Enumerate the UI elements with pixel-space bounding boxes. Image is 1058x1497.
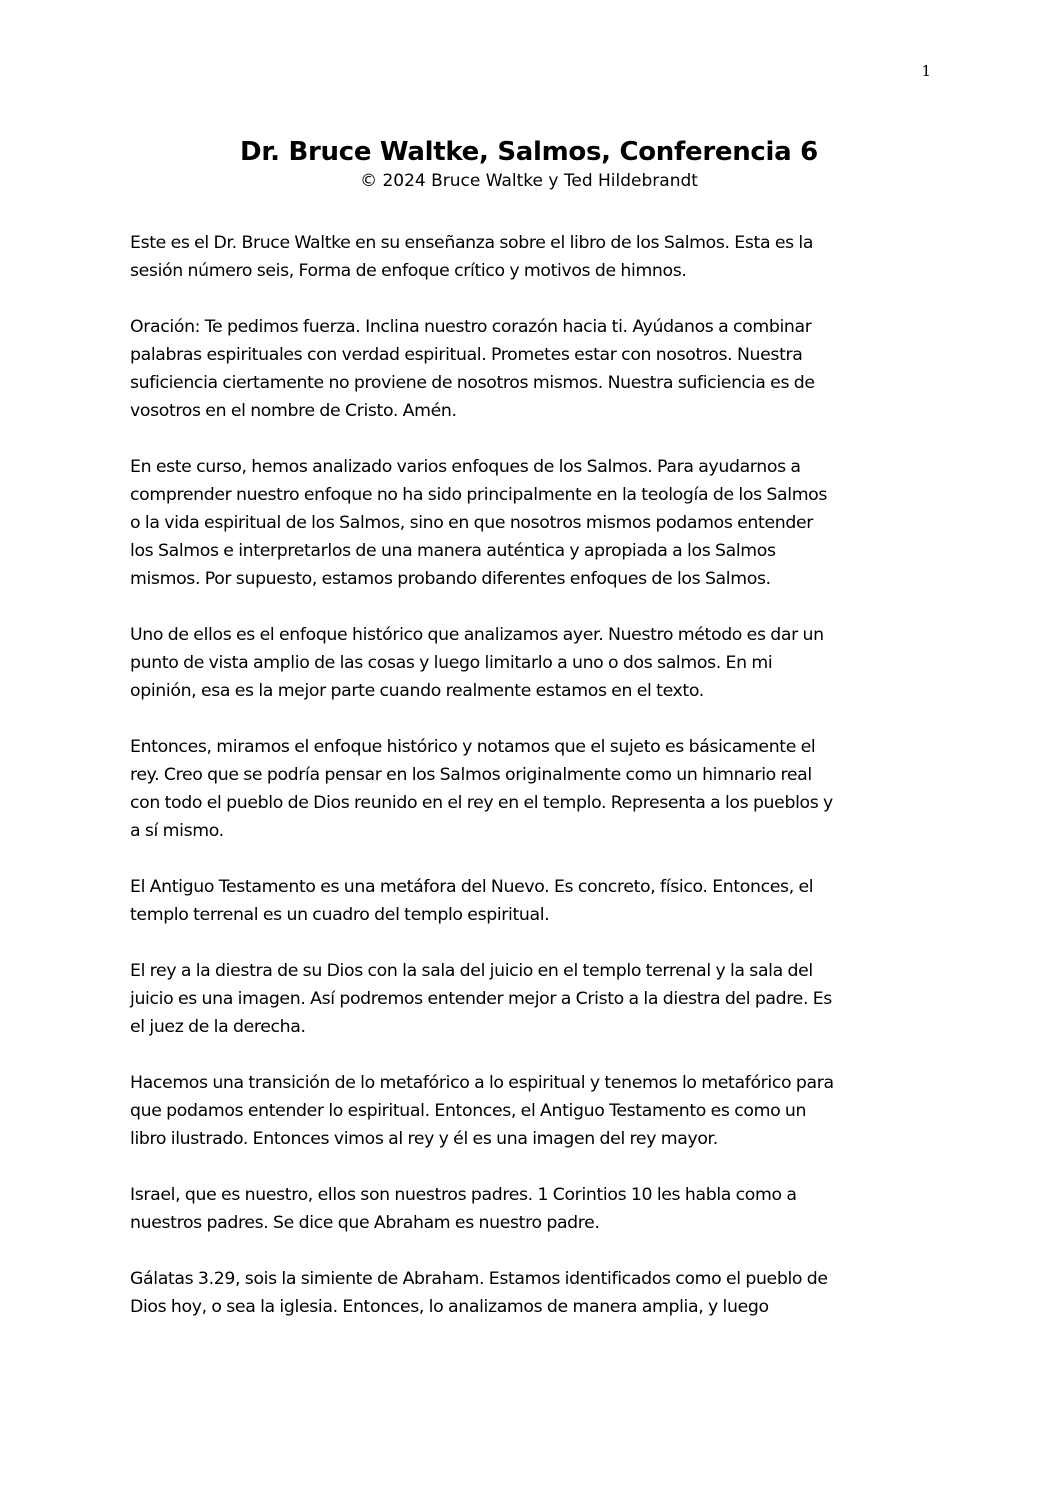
paragraph — [130, 733, 935, 845]
text-line: Este es el Dr. Bruce Waltke en su enseñanza sobre el libro de los Salmos. Esta es la — [130, 233, 814, 253]
text-line: Hacemos una transición de lo metafórico a lo espiritual y tenemos lo metafórico para — [130, 1073, 834, 1093]
paragraph — [130, 453, 935, 593]
text-line: o la vida espiritual de los Salmos, sino en que nosotros mismos podamos entender — [130, 513, 814, 533]
paragraph — [130, 873, 935, 929]
document-header — [0, 135, 1058, 193]
text-line: Gálatas 3.29, sois la simiente de Abraham. Estamos identificados como el pueblo de — [130, 1269, 828, 1289]
text-line: punto de vista amplio de las cosas y luego limitarlo a uno o dos salmos. En mi — [130, 653, 773, 673]
text-line: que podamos entender lo espiritual. Entonces, el Antiguo Testamento es como un — [130, 1101, 807, 1121]
paragraph — [130, 313, 935, 425]
text-line: Israel, que es nuestro, ellos son nuestros padres. 1 Corintios 10 les habla como a — [130, 1185, 797, 1205]
text-line: rey. Creo que se podría pensar en los Salmos originalmente como un himnario real — [130, 765, 812, 785]
text-line: nuestros padres. Se dice que Abraham es nuestro padre. — [130, 1213, 600, 1233]
paragraph — [130, 621, 935, 705]
text-line: comprender nuestro enfoque no ha sido principalmente en la teología de los Salmos — [130, 485, 828, 505]
paragraph — [130, 1265, 935, 1321]
text-line: los Salmos e interpretarlos de una manera auténtica y apropiada a los Salmos — [130, 541, 776, 561]
paragraph — [130, 229, 935, 285]
text-line: libro ilustrado. Entonces vimos al rey y él es una imagen del rey mayor. — [130, 1129, 718, 1149]
text-line: Dios hoy, o sea la iglesia. Entonces, lo analizamos de manera amplia, y luego — [130, 1297, 769, 1317]
document-title: Dr. Bruce Waltke, Salmos, Conferencia 6 — [240, 137, 818, 167]
text-line: palabras espirituales con verdad espiritual. Prometes estar con nosotros. Nuestra — [130, 345, 803, 365]
paragraph — [130, 957, 935, 1041]
text-line: mismos. Por supuesto, estamos probando diferentes enfoques de los Salmos. — [130, 569, 771, 589]
text-line: con todo el pueblo de Dios reunido en el rey en el templo. Representa a los pueblos y — [130, 793, 833, 813]
copyright-line: © 2024 Bruce Waltke y Ted Hildebrandt — [360, 171, 698, 191]
document-body — [130, 229, 935, 1349]
paragraph — [130, 1069, 935, 1153]
text-line: El rey a la diestra de su Dios con la sala del juicio en el templo terrenal y la sala del — [130, 961, 813, 981]
text-line: suficiencia ciertamente no proviene de nosotros mismos. Nuestra suficiencia es de — [130, 373, 815, 393]
paragraph — [130, 1181, 935, 1237]
text-line: En este curso, hemos analizado varios enfoques de los Salmos. Para ayudarnos a — [130, 457, 801, 477]
text-line: vosotros en el nombre de Cristo. Amén. — [130, 401, 457, 421]
text-line: templo terrenal es un cuadro del templo espiritual. — [130, 905, 550, 925]
text-line: el juez de la derecha. — [130, 1017, 306, 1037]
text-line: opinión, esa es la mejor parte cuando realmente estamos en el texto. — [130, 681, 704, 701]
text-line: Oración: Te pedimos fuerza. Inclina nuestro corazón hacia ti. Ayúdanos a combinar — [130, 317, 812, 337]
text-line: El Antiguo Testamento es una metáfora del Nuevo. Es concreto, físico. Entonces, el — [130, 877, 814, 897]
page-number: 1 — [921, 62, 931, 80]
text-line: a sí mismo. — [130, 821, 224, 841]
text-line: juicio es una imagen. Así podremos entender mejor a Cristo a la diestra del padre. Es — [130, 989, 832, 1009]
text-line: Uno de ellos es el enfoque histórico que analizamos ayer. Nuestro método es dar un — [130, 625, 824, 645]
text-line: Entonces, miramos el enfoque histórico y notamos que el sujeto es básicamente el — [130, 737, 816, 757]
text-line: sesión número seis, Forma de enfoque crítico y motivos de himnos. — [130, 261, 687, 281]
